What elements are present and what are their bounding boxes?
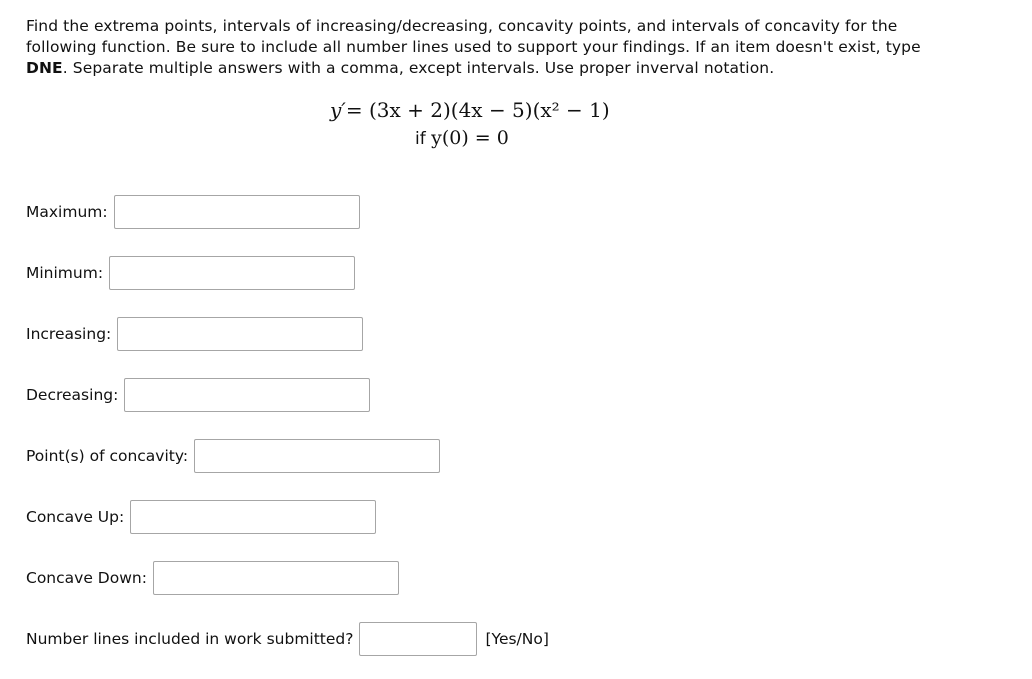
increasing-input[interactable] [117, 317, 363, 351]
decreasing-row [26, 378, 370, 412]
derivative-equation [330, 98, 610, 122]
concavity-points-row [26, 439, 440, 473]
yes-no-hint: [Yes/No] [485, 630, 549, 648]
maximum-input[interactable] [114, 195, 360, 229]
equation-rhs: (3x + 2)(4x − 5)(x² − 1) [368, 98, 610, 122]
decreasing-input[interactable] [124, 378, 370, 412]
minimum-label: Minimum: [26, 264, 104, 282]
equation-lhs: y′ [330, 98, 346, 122]
minimum-row [26, 256, 355, 290]
equation-equals: = [345, 98, 369, 122]
concave-down-input[interactable] [153, 561, 399, 595]
condition-if: if [415, 129, 432, 149]
increasing-label: Increasing: [26, 325, 112, 343]
increasing-row [26, 317, 363, 351]
concave-up-row [26, 500, 376, 534]
concave-down-row [26, 561, 399, 595]
decreasing-label: Decreasing: [26, 386, 119, 404]
concavity-points-input[interactable] [194, 439, 440, 473]
maximum-row [26, 195, 360, 229]
instructions-dne: DNE [26, 59, 63, 77]
number-lines-row [26, 622, 549, 656]
concavity-points-label: Point(s) of concavity: [26, 447, 189, 465]
initial-condition [415, 127, 509, 149]
instructions-text-2: . Separate multiple answers with a comma, except intervals. Use proper inverval notation. [62, 59, 775, 77]
number-lines-input[interactable] [359, 622, 477, 656]
instructions-text-1: Find the extrema points, intervals of increasing/decreasing, concavity points, and intervals of concavity for the following function. Be sure to include all number lines used to support your findings. If an item doesn't exist, type [26, 17, 921, 56]
minimum-input[interactable] [109, 256, 355, 290]
concave-up-label: Concave Up: [26, 508, 125, 526]
instructions [26, 16, 926, 79]
concave-up-input[interactable] [130, 500, 376, 534]
maximum-label: Maximum: [26, 203, 108, 221]
number-lines-label: Number lines included in work submitted? [26, 630, 354, 648]
condition-expr: y(0) = 0 [431, 127, 509, 149]
concave-down-label: Concave Down: [26, 569, 147, 587]
